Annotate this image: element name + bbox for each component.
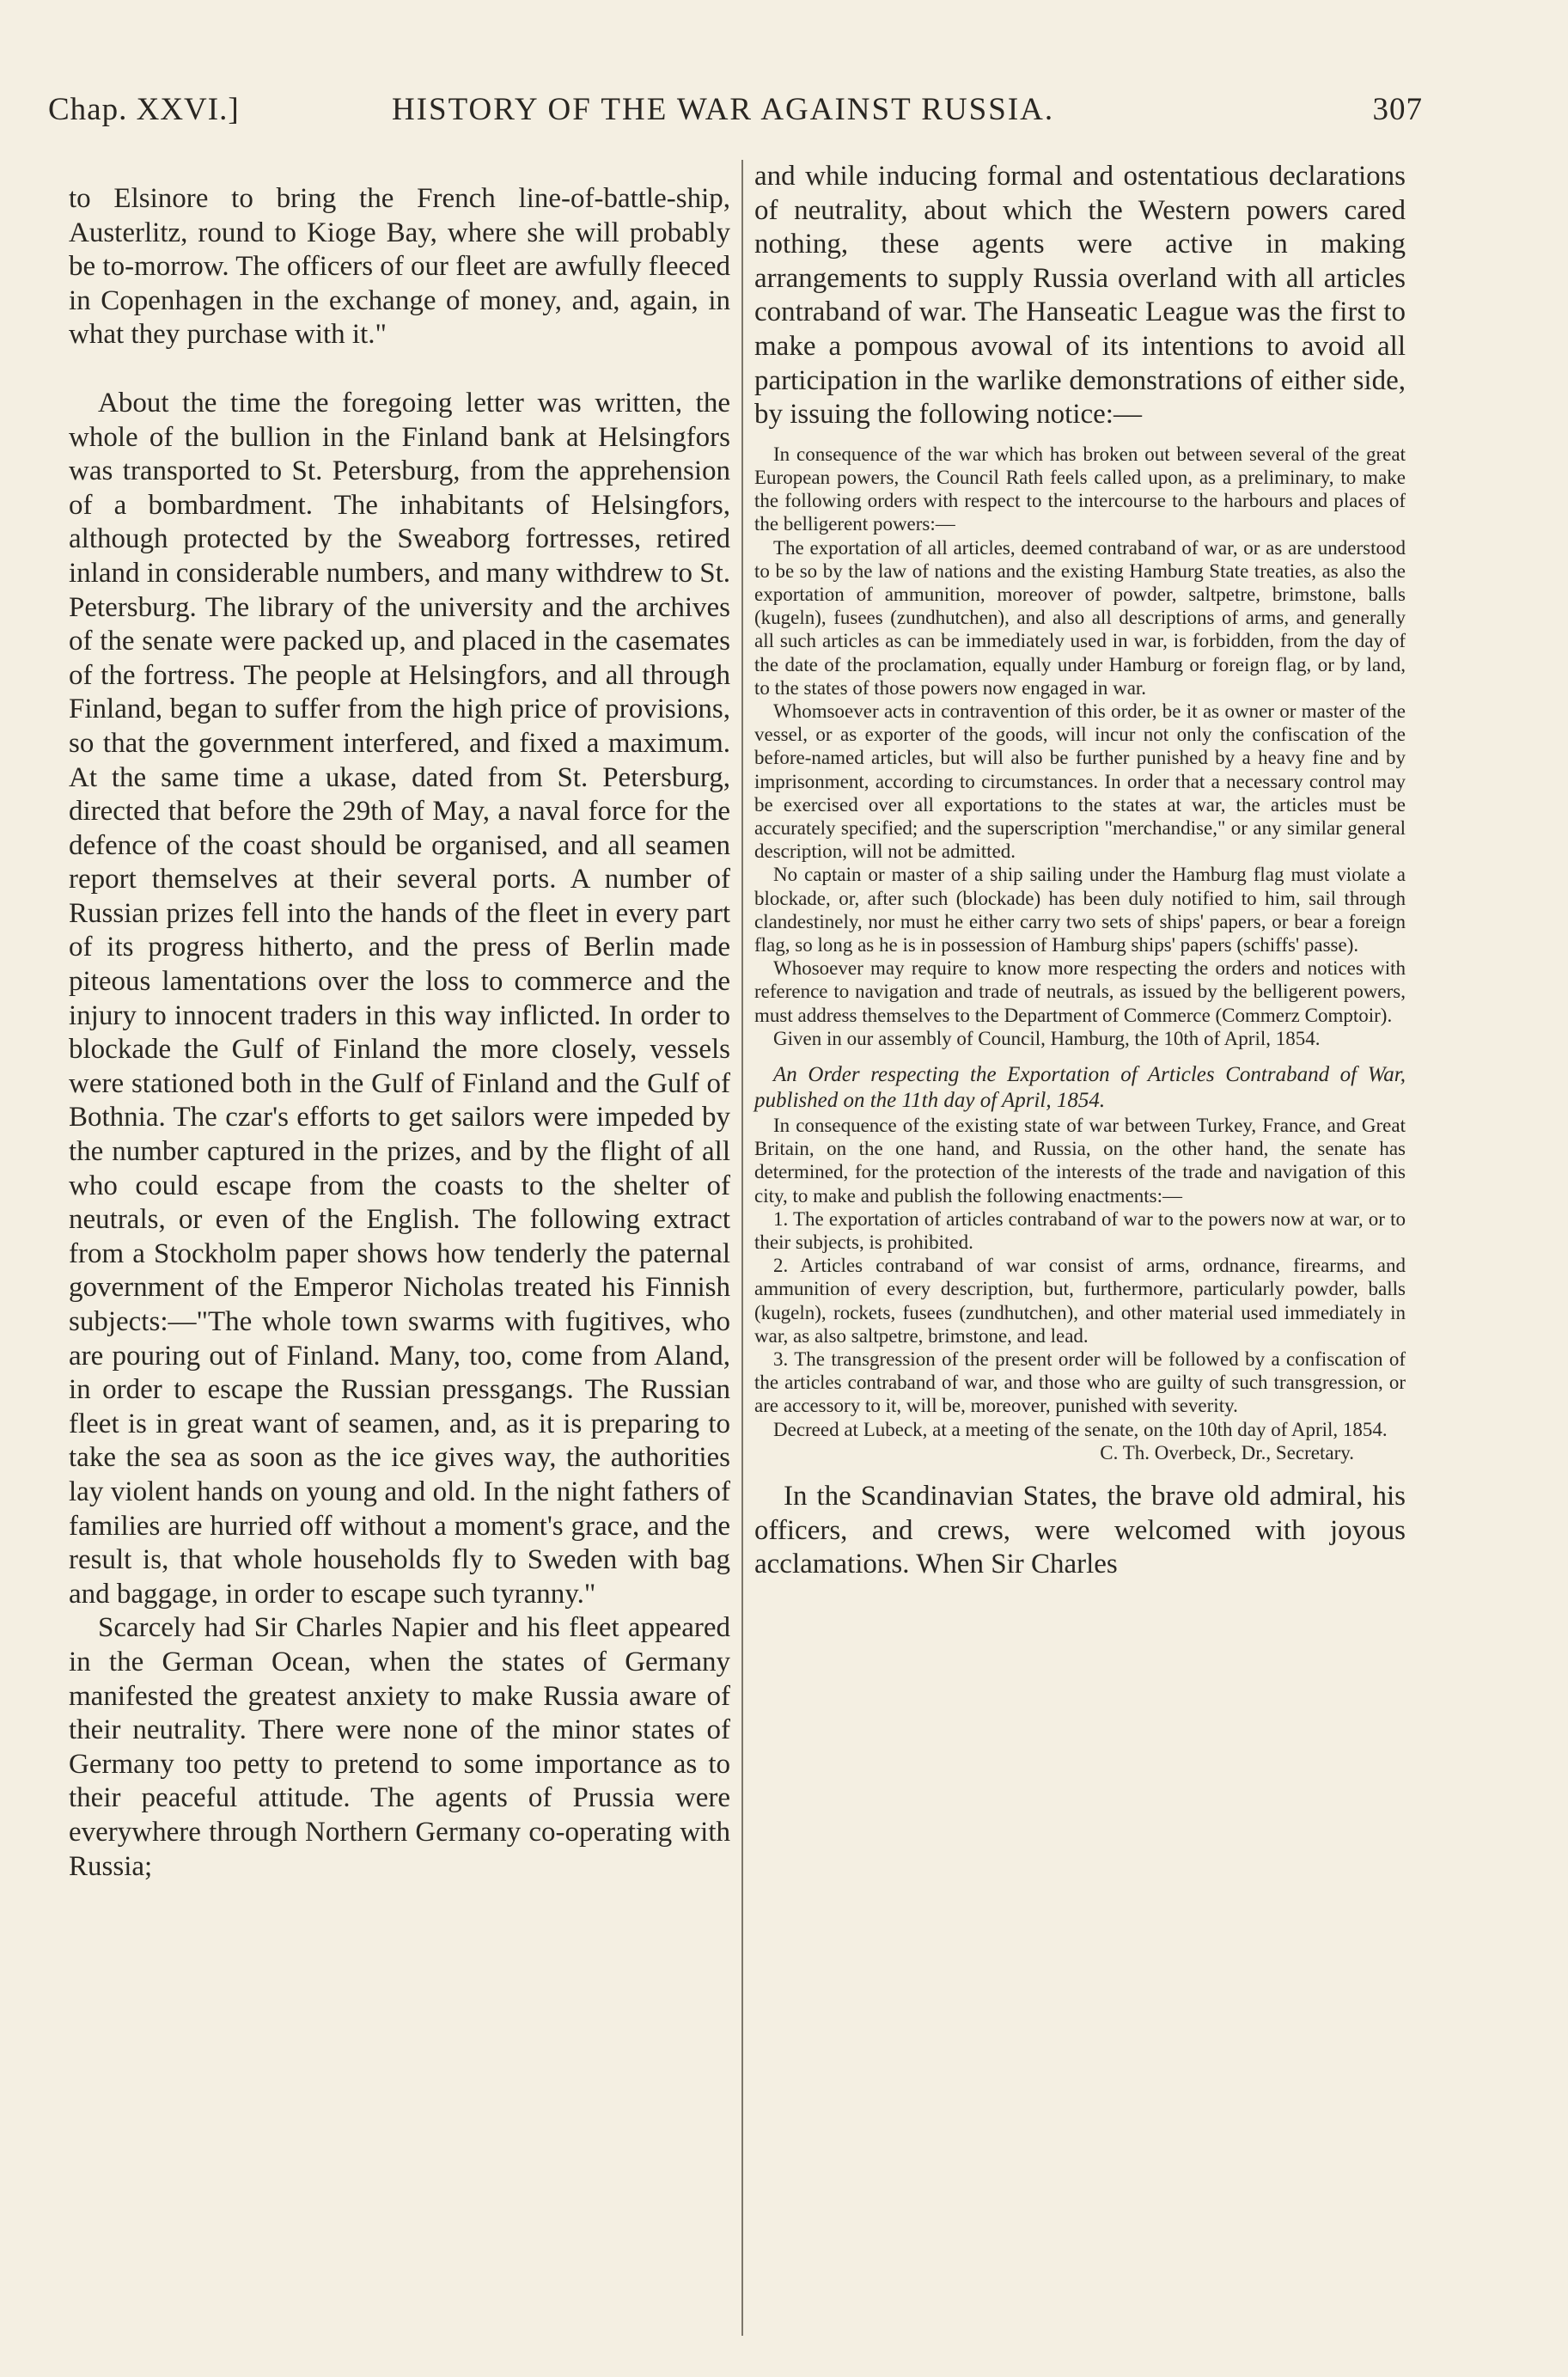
right-paragraph-1: and while inducing formal and ostentatious declarations of neutrality, about which the Western powers cared nothing, these agents were active in making arrangements to supply Russia overland with all articles contraband of war. The Hanseatic League was the first to make a pompous avowal of its intentions to avoid all participation in the warlike demonstrations of either side, by issuing the following notice:— — [754, 161, 1406, 431]
left-paragraph-1: to Elsinore to bring the French line-of-battle-ship, Austerlitz, round to Kioge Bay, where she will probably be to-morrow. The officers of our fleet are awfully fleeced in Copenhagen in the exchange of money, and, again, in what they purchase with it." — [69, 183, 730, 351]
hamburg-notice — [754, 443, 1406, 1464]
left-paragraph-2: About the time the foregoing letter was written, the whole of the bullion in the Finland bank at Helsingfors was transported to St. Petersburg, from the apprehension of a bombardment. The inhabitants of Helsingfors, although protected by the Sweaborg fortresses, retired inland in considerable numbers, and many withdrew to St. Petersburg. The library of the university and the archives of the senate were packed up, and placed in the casemates of the fortress. The people at Helsingfors, and all through Finland, began to suffer from the high price of provisions, so that the government interfered, and fixed a maximum. At the same time a ukase, dated from St. Petersburg, directed that before the 29th of May, a naval force for the defence of the coast should be organised, and all seamen report themselves at their several ports. A number of Russian prizes fell into the hands of the fleet in every part of its progress hitherto, and the press of Berlin made piteous lamentations over the loss to commerce and the injury to innocent traders in this way inflicted. In order to blockade the Gulf of Finland the more closely, vessels were stationed both in the Gulf of Finland and the Gulf of Bothnia. The czar's efforts to get sailors were impeded by the number captured in the prizes, and by the flight of all who could escape from the coasts to the shelter of neutrals, or even of the English. The following extract from a Stockholm paper shows how tenderly the paternal government of the Emperor Nicholas treated his Finnish subjects:—"The whole town swarms with fugitives, who are pouring out of Finland. Many, too, come from Aland, in order to escape the Russian pressgangs. The Russian fleet is in great want of seamen, and, as it is preparing to take the sea as soon as the ice gives way, the authorities lay violent hands on young and old. In the night fathers of families are hurried off without a moment's grace, and the result is, that whole households fly to Sweden with bag and baggage, in order to escape such tyranny." — [69, 387, 730, 1610]
order-paragraph: In consequence of the existing state of war between Turkey, France, and Great Britain, on the one hand, and Russia, on the other hand, the senate has determined, for the protection of the interests of the trade and navigation of this city, to make and publish the following enactments:— — [754, 1115, 1406, 1207]
chapter-label: Chap. XXVI.] — [48, 92, 240, 127]
order-paragraph: 2. Articles contraband of war consist of arms, ordnance, firearms, and ammunition of every description, but, furthermore, particularly powder, balls (kugeln), rockets, fusees (zundhutchen), and other material used immediately in war, as also saltpetre, brimstone, and lead. — [754, 1255, 1406, 1347]
signature: C. Th. Overbeck, Dr., Secretary. — [1100, 1441, 1354, 1463]
notice-paragraph: In consequence of the war which has broken out between several of the great European powers, the Council Rath feels called upon, as a preliminary, to make the following orders with respect to the intercourse to the harbours and places of the belligerent powers:— — [754, 443, 1406, 535]
notice-paragraph: Given in our assembly of Council, Hamburg, the 10th of April, 1854. — [773, 1027, 1321, 1049]
notice-paragraph: Whosoever may require to know more respecting the orders and notices with reference to navigation and trade of neutrals, as issued by the belligerent powers, must address themselves to the Department of Commerce (Commerz Comptoir). — [754, 957, 1406, 1026]
order-title: An Order respecting the Exportation of Articles Contraband of War, published on the 11th day of April, 1854. — [754, 1063, 1406, 1113]
running-header — [48, 86, 1423, 137]
closing-paragraph: In the Scandinavian States, the brave old admiral, his officers, and crews, were welcomed with joyous acclamations. When Sir Charles — [754, 1481, 1406, 1580]
notice-paragraph: The exportation of all articles, deemed contraband of war, or as are understood to be so by the law of nations and the existing Hamburg State treaties, as also the exportation of ammunition, moreover of powder, saltpetre, brimstone, balls (kugeln), fusees (zundhutchen), and also all descriptions of arms, and generally all such articles as can be immediately used in war, is forbidden, from the day of the date of the proclamation, equally under Hamburg or foreign flag, or by land, to the states of those powers now engaged in war. — [754, 536, 1406, 699]
notice-paragraph: Whomsoever acts in contravention of this order, be it as owner or master of the vessel, or as exporter of the goods, will incur not only the confiscation of the before-named articles, but will also be further punished by a heavy fine and by imprisonment, according to circumstances. In order that a necessary control may be exercised over all exportations to the states at war, the articles must be accurately specified; and the superscription "merchandise," or any similar general description, will not be admitted. — [754, 700, 1406, 863]
column-divider — [741, 160, 743, 2336]
right-column — [754, 160, 1406, 1582]
left-paragraph-3: Scarcely had Sir Charles Napier and his fleet appeared in the German Ocean, when the states of Germany manifested the greatest anxiety to make Russia aware of their neutrality. There were none of the minor states of Germany too petty to pretend to some importance as to their peaceful attitude. The agents of Prussia were everywhere through Northern Germany co-operating with Russia; — [69, 1612, 730, 1882]
left-column — [69, 182, 730, 1884]
order-paragraph: 1. The exportation of articles contraband of war to the powers now at war, or to their subjects, is prohibited. — [754, 1207, 1406, 1254]
notice-paragraph: No captain or master of a ship sailing under the Hamburg flag must violate a blockade, or, after such (blockade) has been duly notified to him, sail through clandestinely, nor must he either carry two sets of ships' papers, or bear a foreign flag, so long as he is in possession of Hamburg ships' papers (schiffs' passe). — [754, 864, 1406, 956]
order-paragraph: 3. The transgression of the present order will be followed by a confiscation of the articles contraband of war, and those who are guilty of such transgression, or are accessory to it, will be, moreover, punished with severity. — [754, 1348, 1406, 1417]
order-paragraph: Decreed at Lubeck, at a meeting of the senate, on the 10th day of April, 1854. — [773, 1418, 1388, 1440]
page-number: 307 — [1372, 92, 1423, 127]
running-title: HISTORY OF THE WAR AGAINST RUSSIA. — [392, 92, 1055, 127]
